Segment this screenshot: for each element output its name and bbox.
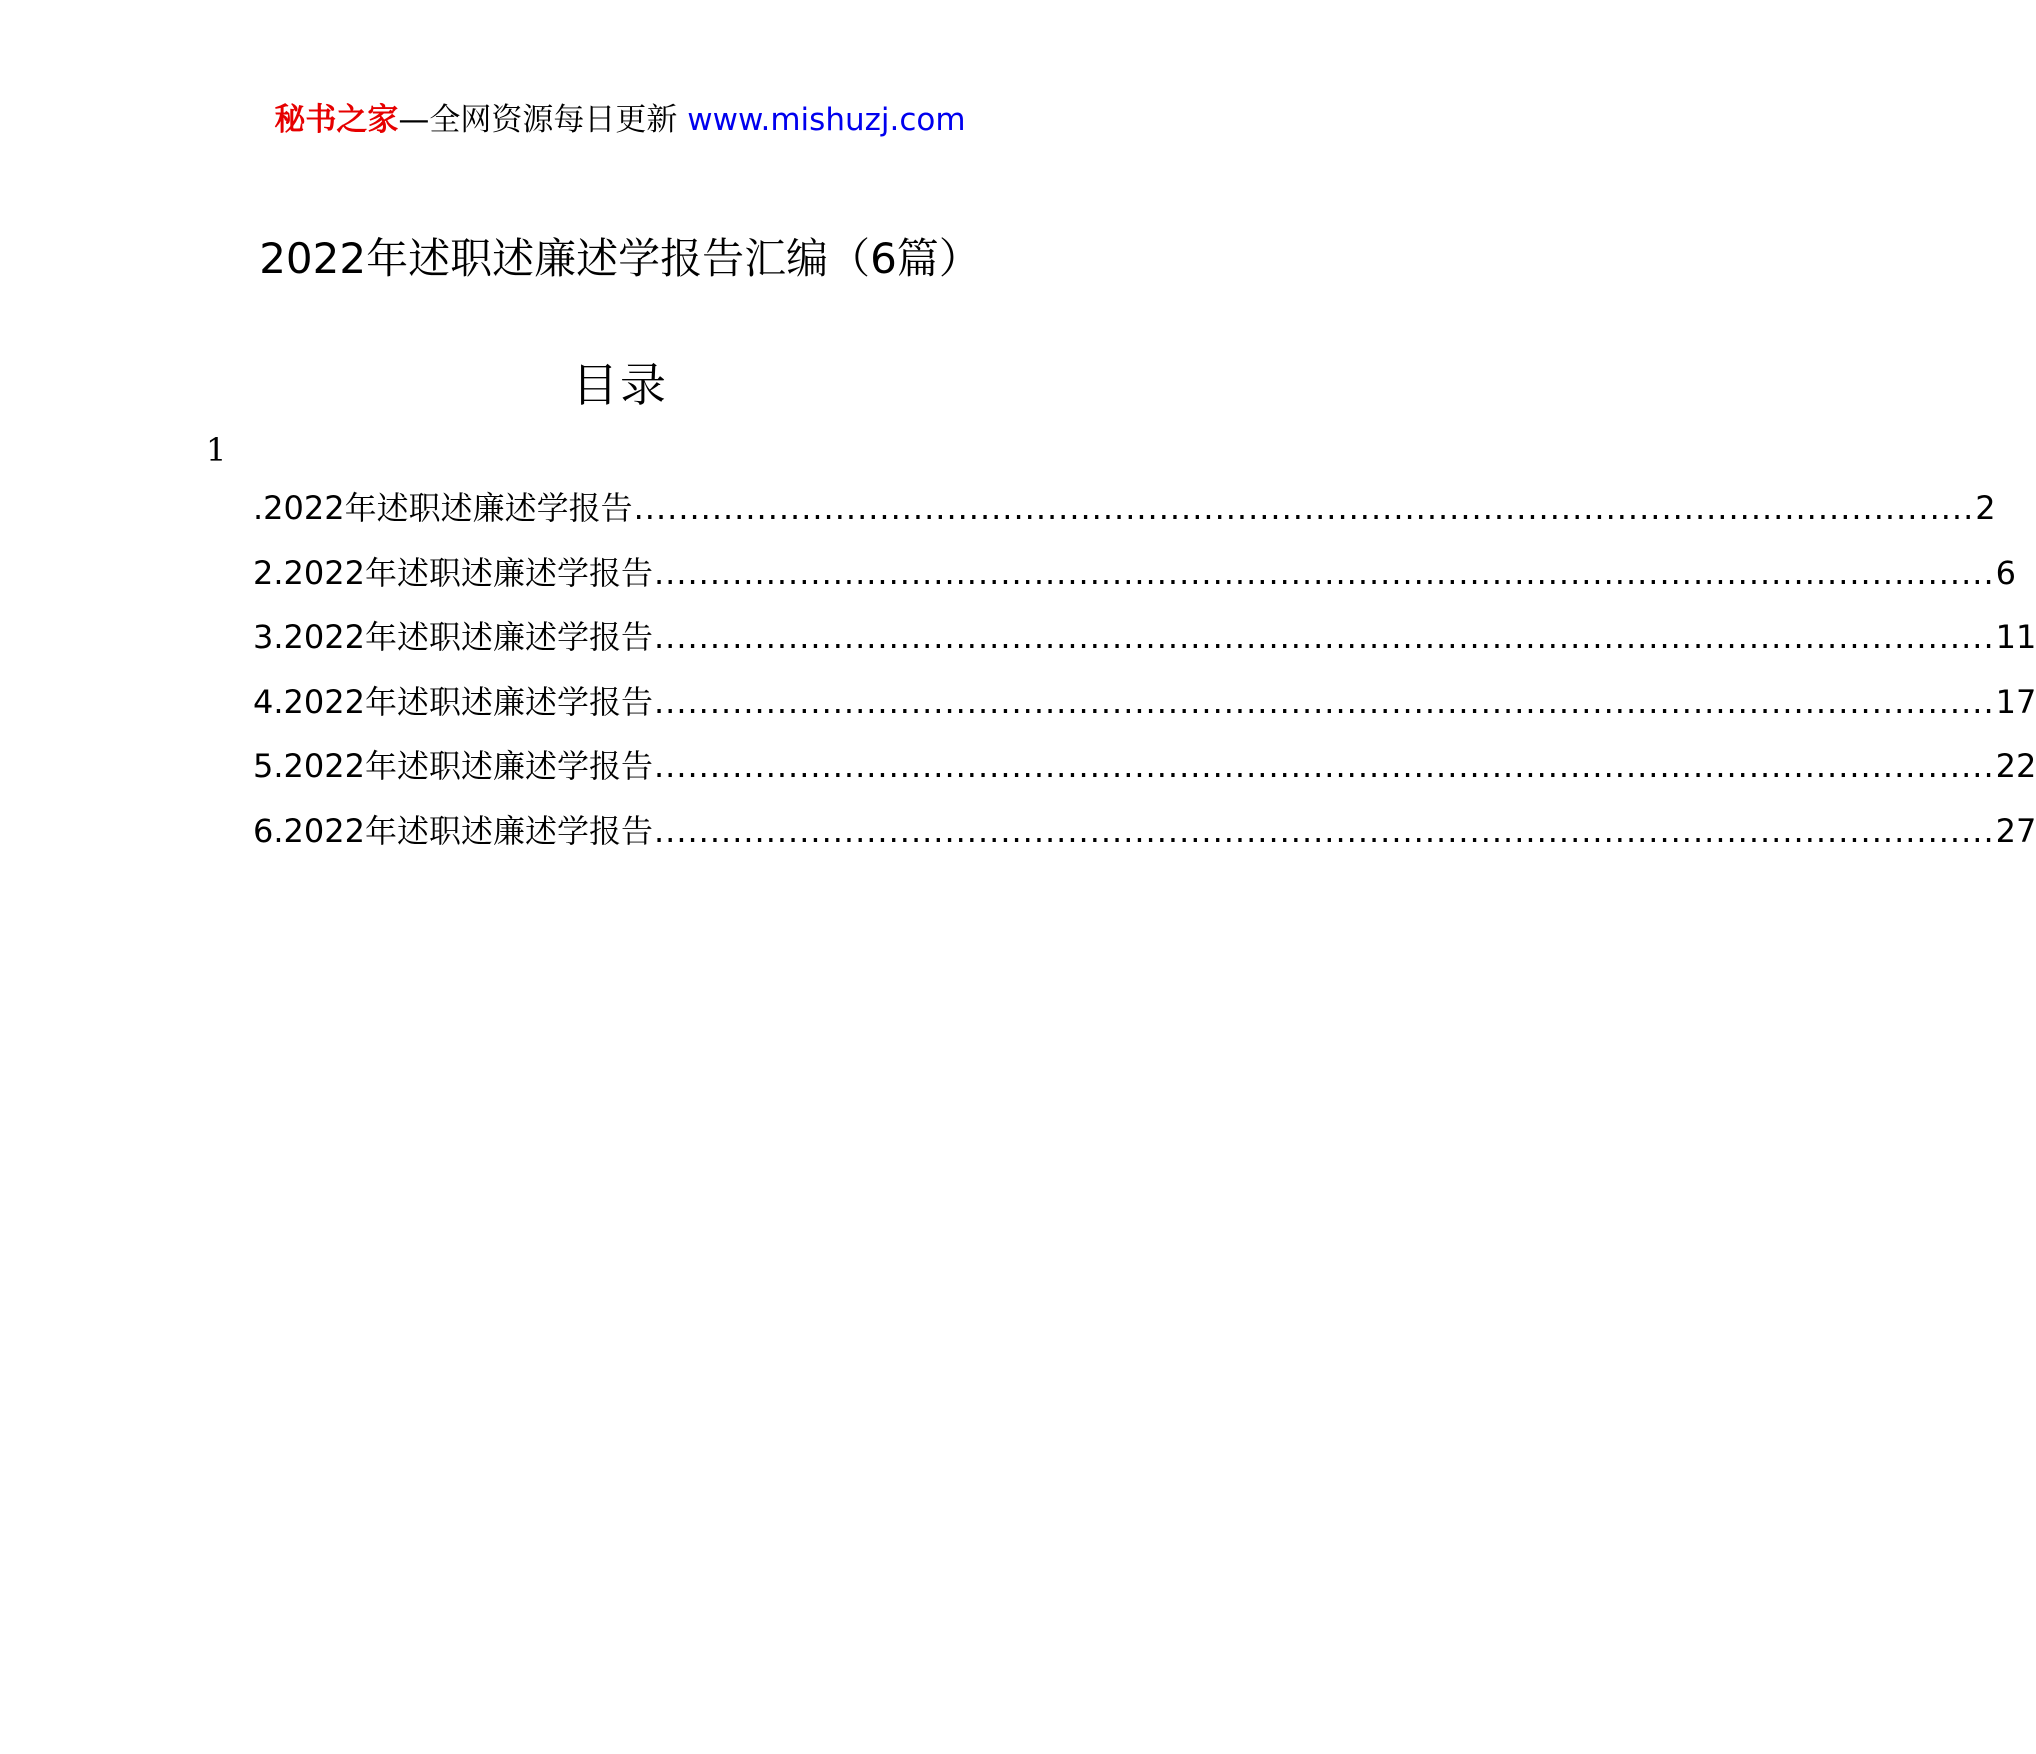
- site-url-link[interactable]: www.mishuzj.com: [687, 102, 966, 138]
- toc-dot-leader: ........................................................................................................................: [633, 489, 1975, 527]
- toc-page-number: 17: [1995, 682, 2036, 721]
- toc-entry-title: 5.2022年述职述廉述学报告: [253, 747, 653, 785]
- toc-entry-title: 2.2022年述职述廉述学报告: [253, 553, 653, 592]
- toc-entry[interactable]: [253, 809, 2036, 874]
- toc-entry[interactable]: [253, 680, 2036, 745]
- toc-page-number: 6: [1995, 553, 2016, 592]
- toc-heading: 目录: [572, 358, 668, 412]
- toc-entry[interactable]: [253, 615, 2036, 680]
- toc-entry-title: 3.2022年述职述廉述学报告: [253, 618, 653, 656]
- toc-page-number: 27: [1995, 811, 2036, 850]
- toc-entry-title: 6.2022年述职述廉述学报告: [253, 811, 653, 850]
- toc-page-number: 2: [1975, 489, 1996, 527]
- toc-dot-leader: ........................................................................................................................: [653, 747, 1995, 785]
- banner-tagline: —全网资源每日更新: [398, 102, 688, 138]
- toc-entry[interactable]: [253, 486, 1996, 551]
- table-of-contents: [253, 486, 2036, 873]
- toc-dot-leader: ........................................................................................................................: [653, 682, 1995, 721]
- toc-entry[interactable]: [253, 551, 2016, 616]
- toc-dot-leader: ........................................................................................................................: [653, 618, 1995, 656]
- toc-entry[interactable]: [253, 744, 2036, 809]
- list-number-marker: 1: [206, 431, 227, 469]
- brand-name: 秘书之家: [274, 102, 399, 138]
- toc-dot-leader: ........................................................................................................................: [653, 811, 1995, 850]
- toc-page-number: 22: [1995, 747, 2036, 785]
- toc-entry-title: .2022年述职述廉述学报告: [253, 489, 633, 527]
- toc-page-number: 11: [1995, 618, 2036, 656]
- document-title: 2022年述职述廉述学报告汇编（6篇）: [259, 234, 981, 283]
- toc-entry-title: 4.2022年述职述廉述学报告: [253, 682, 653, 721]
- site-banner: [0, 100, 1240, 140]
- toc-dot-leader: ........................................................................................................................: [653, 553, 1995, 592]
